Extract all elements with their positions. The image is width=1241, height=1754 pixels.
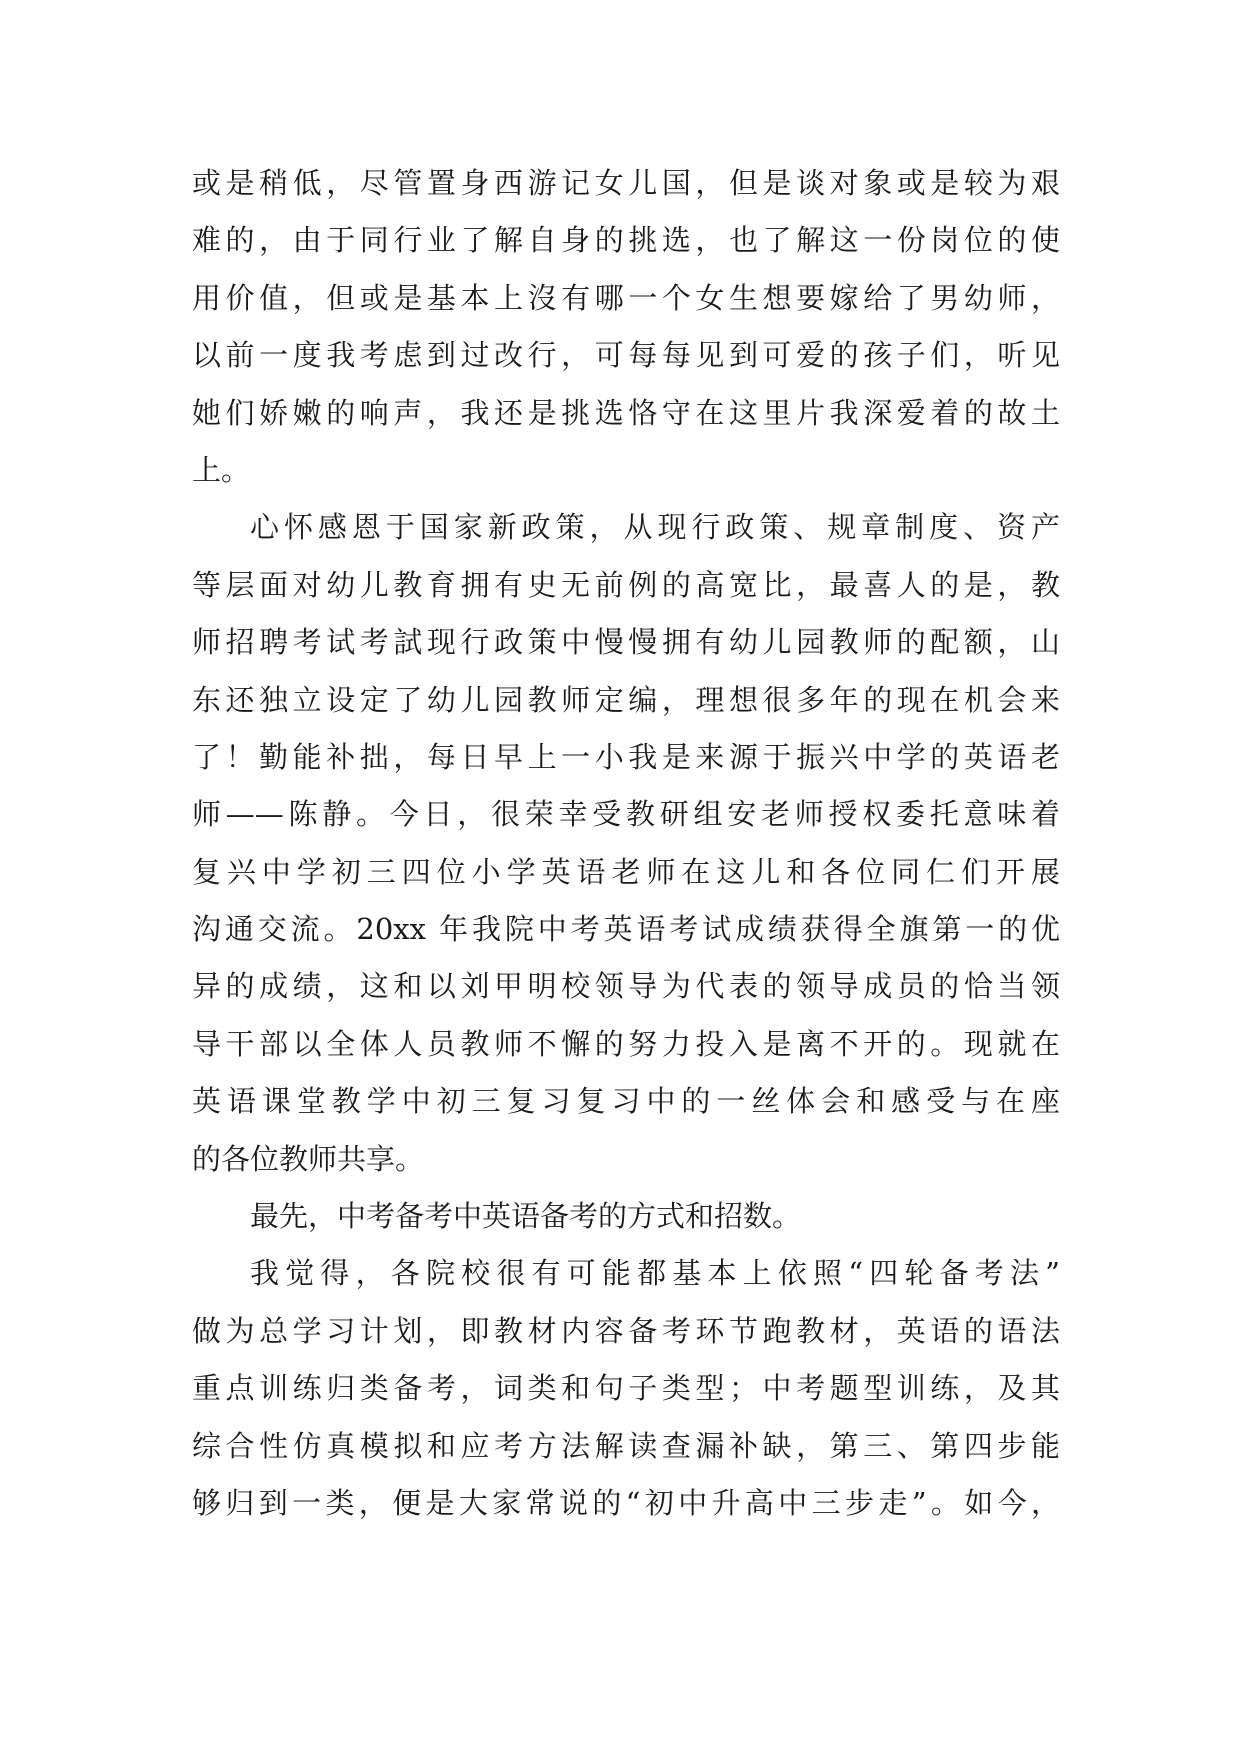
text-line: 东还独立设定了幼儿园教师定编，理想很多年的现在机会来 xyxy=(192,682,1060,717)
text-line: 师招聘考试考試现行政策中慢慢拥有幼儿园教师的配额，山 xyxy=(192,625,1060,660)
text-line: 上。 xyxy=(192,452,251,487)
text-line: 导干部以全体人员教师不懈的努力投入是离不开的。现就在 xyxy=(192,1026,1060,1061)
text-line: 了！勤能补拙，每日早上一小我是来源于振兴中学的英语老 xyxy=(192,739,1060,774)
text-line: 等层面对幼儿教育拥有史无前例的高宽比，最喜人的是，教 xyxy=(192,567,1060,602)
text-line: 用价值，但或是基本上沒有哪一个女生想要嫁给了男幼师， xyxy=(192,280,1060,315)
text-line: 师——陈静。今日，很荣幸受教研组安老师授权委托意味着 xyxy=(192,797,1060,832)
text-line: 的各位教师共享。 xyxy=(192,1141,425,1176)
text-line: 沟通交流。20xx 年我院中考英语考试成绩获得全旗第一的优 xyxy=(192,912,1060,947)
text-line: 最先，中考备考中英语备考的方式和招数。 xyxy=(250,1199,802,1234)
text-line: 我觉得，各院校很有可能都基本上依照“四轮备考法” xyxy=(250,1256,1060,1291)
text-line: 她们娇嫩的响声，我还是挑选恪守在这里片我深爱着的故土 xyxy=(192,395,1060,430)
text-line: 重点训练归类备考，词类和句子类型；中考题型训练，及其 xyxy=(192,1371,1060,1406)
body-text xyxy=(192,155,1060,1532)
text-line: 复兴中学初三四位小学英语老师在这儿和各位同仁们开展 xyxy=(192,854,1060,889)
text-line: 心怀感恩于国家新政策，从现行政策、规章制度、资产 xyxy=(250,510,1060,545)
text-line: 英语课堂教学中初三复习复习中的一丝体会和感受与在座 xyxy=(192,1084,1060,1119)
text-line: 做为总学习计划，即教材内容备考环节跑教材，英语的语法 xyxy=(192,1313,1060,1348)
text-line: 够归到一类，便是大家常说的“初中升高中三步走”。如今， xyxy=(192,1485,1060,1520)
text-line: 以前一度我考虑到过改行，可每每见到可爱的孩子们，听见 xyxy=(192,338,1060,373)
text-line: 或是稍低，尽管置身西游记女儿国，但是谈对象或是较为艰 xyxy=(192,166,1060,200)
text-line: 异的成绩，这和以刘甲明校领导为代表的领导成员的恰当领 xyxy=(192,969,1060,1004)
text-line: 难的，由于同行业了解自身的挑选，也了解这一份岗位的使 xyxy=(192,223,1060,258)
text-line: 综合性仿真模拟和应考方法解读查漏补缺，第三、第四步能 xyxy=(192,1428,1060,1463)
